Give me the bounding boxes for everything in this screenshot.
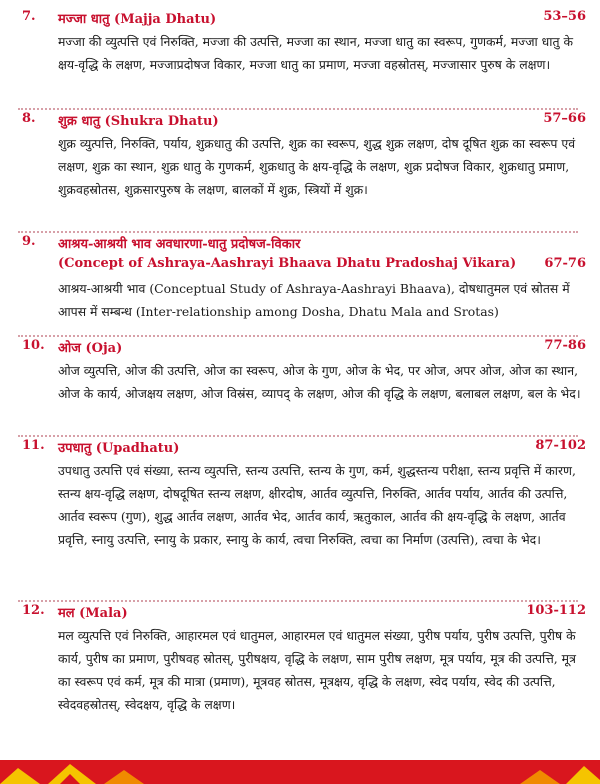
decorative-footer-band	[0, 760, 600, 784]
entry-number: 7.	[22, 9, 36, 24]
entry-number: 8.	[22, 111, 36, 126]
entry-title: शुक्र धातु (Shukra Dhatu)	[58, 114, 219, 129]
entry-description: शुक्र व्युत्पत्ति, निरुक्ति, पर्याय, शुक्रधातु की उत्पत्ति, शुक्र का स्वरूप, शुद्ध शुक्र लक्षण, दोष दूषित शुक्र का स्वरूप एवं लक्षण, शुक्र का स्थान, शुक्र धातु के गुणकर्म, शुक्रधातु के क्षय-वृद्धि के लक्षण, शुक्र प्रदोषज विकार, शुक्रधातु प्रमाण, शुक्रवहस्रोतस, शुक्रसारपुरुष के लक्षण, बालकों में शुक्र, स्त्रियों में शुक्र।	[58, 136, 576, 197]
toc-entry-9	[0, 231, 600, 323]
entry-description: मल व्युत्पत्ति एवं निरुक्ति, आहारमल एवं धातुमल, आहारमल एवं धातुमल संख्या, पुरीष पर्याय, पुरीष उत्पत्ति, पुरीष के कार्य, पुरीष का प्रमाण, पुरीषवह स्रोतस्, पुरीषक्षय, वृद्धि के लक्षण, साम पुरीष लक्षण, मूत्र पर्याय, मूत्र की उत्पत्ति, मूत्र का स्वरूप एवं कर्म, मूत्र की मात्रा (प्रमाण), मूत्रवह स्रोतस, मूत्रक्षय, वृद्धि के लक्षण, स्वेद पर्याय, स्वेद की उत्पत्ति, स्वेदवहस्रोतस्, स्वेदक्षय, वृद्धि के लक्षण।	[58, 628, 576, 712]
entry-description: ओज व्युत्पत्ति, ओज की उत्पत्ति, ओज का स्वरूप, ओज के गुण, ओज के भेद, पर ओज, अपर ओज, ओज का स्थान, ओज के कार्य, ओजक्षय लक्षण, ओज विस्रंस, व्यापद् के लक्षण, ओज की वृद्धि के लक्षण, बलाबल लक्षण, बल के भेद।	[58, 363, 581, 401]
entry-title: आश्रय-आश्रयी भाव अवधारणा-धातु प्रदोषज-विकार	[58, 237, 301, 252]
entry-title: ओज (Oja)	[58, 341, 123, 356]
entry-number: 10.	[22, 338, 45, 353]
entry-number: 9.	[22, 234, 36, 249]
entry-title: मल (Mala)	[58, 606, 128, 621]
entry-description: आश्रय-आश्रयी भाव (Conceptual Study of Ashraya-Aashrayi Bhaava), दोषधातुमल एवं स्रोतस में आपस में सम्बन्ध (Inter-relationship among Dosha, Dhatu Mala and Srotas)	[58, 281, 570, 319]
toc-entry-10	[0, 335, 600, 405]
entry-title: उपधातु (Upadhatu)	[58, 441, 180, 456]
toc-entry-8	[0, 108, 600, 201]
entry-description: मज्जा की व्युत्पत्ति एवं निरुक्ति, मज्जा की उत्पत्ति, मज्जा का स्थान, मज्जा धातु का स्वरूप, गुणकर्म, मज्जा धातु के क्षय-वृद्धि के लक्षण, मज्जाप्रदोषज विकार, मज्जा धातु का प्रमाण, मज्जा वहस्रोतस्, मज्जासार पुरुष के लक्षण।	[58, 34, 574, 72]
footer-pattern-icon	[0, 760, 600, 784]
entry-number: 12.	[22, 603, 45, 618]
entry-subtitle: (Concept of Ashraya-Aashrayi Bhaava Dhatu Pradoshaj Vikara)	[58, 256, 517, 271]
entry-number: 11.	[22, 438, 45, 453]
entry-page-range: 77-86	[544, 338, 586, 353]
entry-page-range: 87-102	[535, 438, 586, 453]
toc-entry-12	[0, 600, 600, 716]
entry-page-range: 57–66	[543, 111, 586, 126]
entry-page-range: 67-76	[544, 256, 586, 271]
toc-entry-11	[0, 435, 600, 551]
entry-page-range: 53–56	[543, 9, 586, 24]
toc-entry-7	[0, 6, 600, 76]
entry-title: मज्जा धातु (Majja Dhatu)	[58, 12, 217, 27]
entry-description: उपधातु उत्पत्ति एवं संख्या, स्तन्य व्युत्पत्ति, स्तन्य उत्पत्ति, स्तन्य के गुण, कर्म, शुद्धस्तन्य परीक्षा, स्तन्य प्रवृत्ति में कारण, स्तन्य क्षय-वृद्धि लक्षण, दोषदूषित स्तन्य लक्षण, क्षीरदोष, आर्तव व्युत्पत्ति, निरुक्ति, आर्तव पर्याय, आर्तव की उत्पत्ति, आर्तव स्वरूप (गुण), शुद्ध आर्तव लक्षण, आर्तव भेद, आर्तव कार्य, ऋतुकाल, आर्तव की क्षय-वृद्धि के लक्षण, आर्तव प्रवृत्ति, स्नायु उत्पत्ति, स्नायु के प्रकार, स्नायु के कार्य, त्वचा निरुक्ति, त्वचा का निर्माण (उत्पत्ति), त्वचा के भेद।	[58, 463, 576, 547]
entry-page-range: 103-112	[526, 603, 586, 618]
